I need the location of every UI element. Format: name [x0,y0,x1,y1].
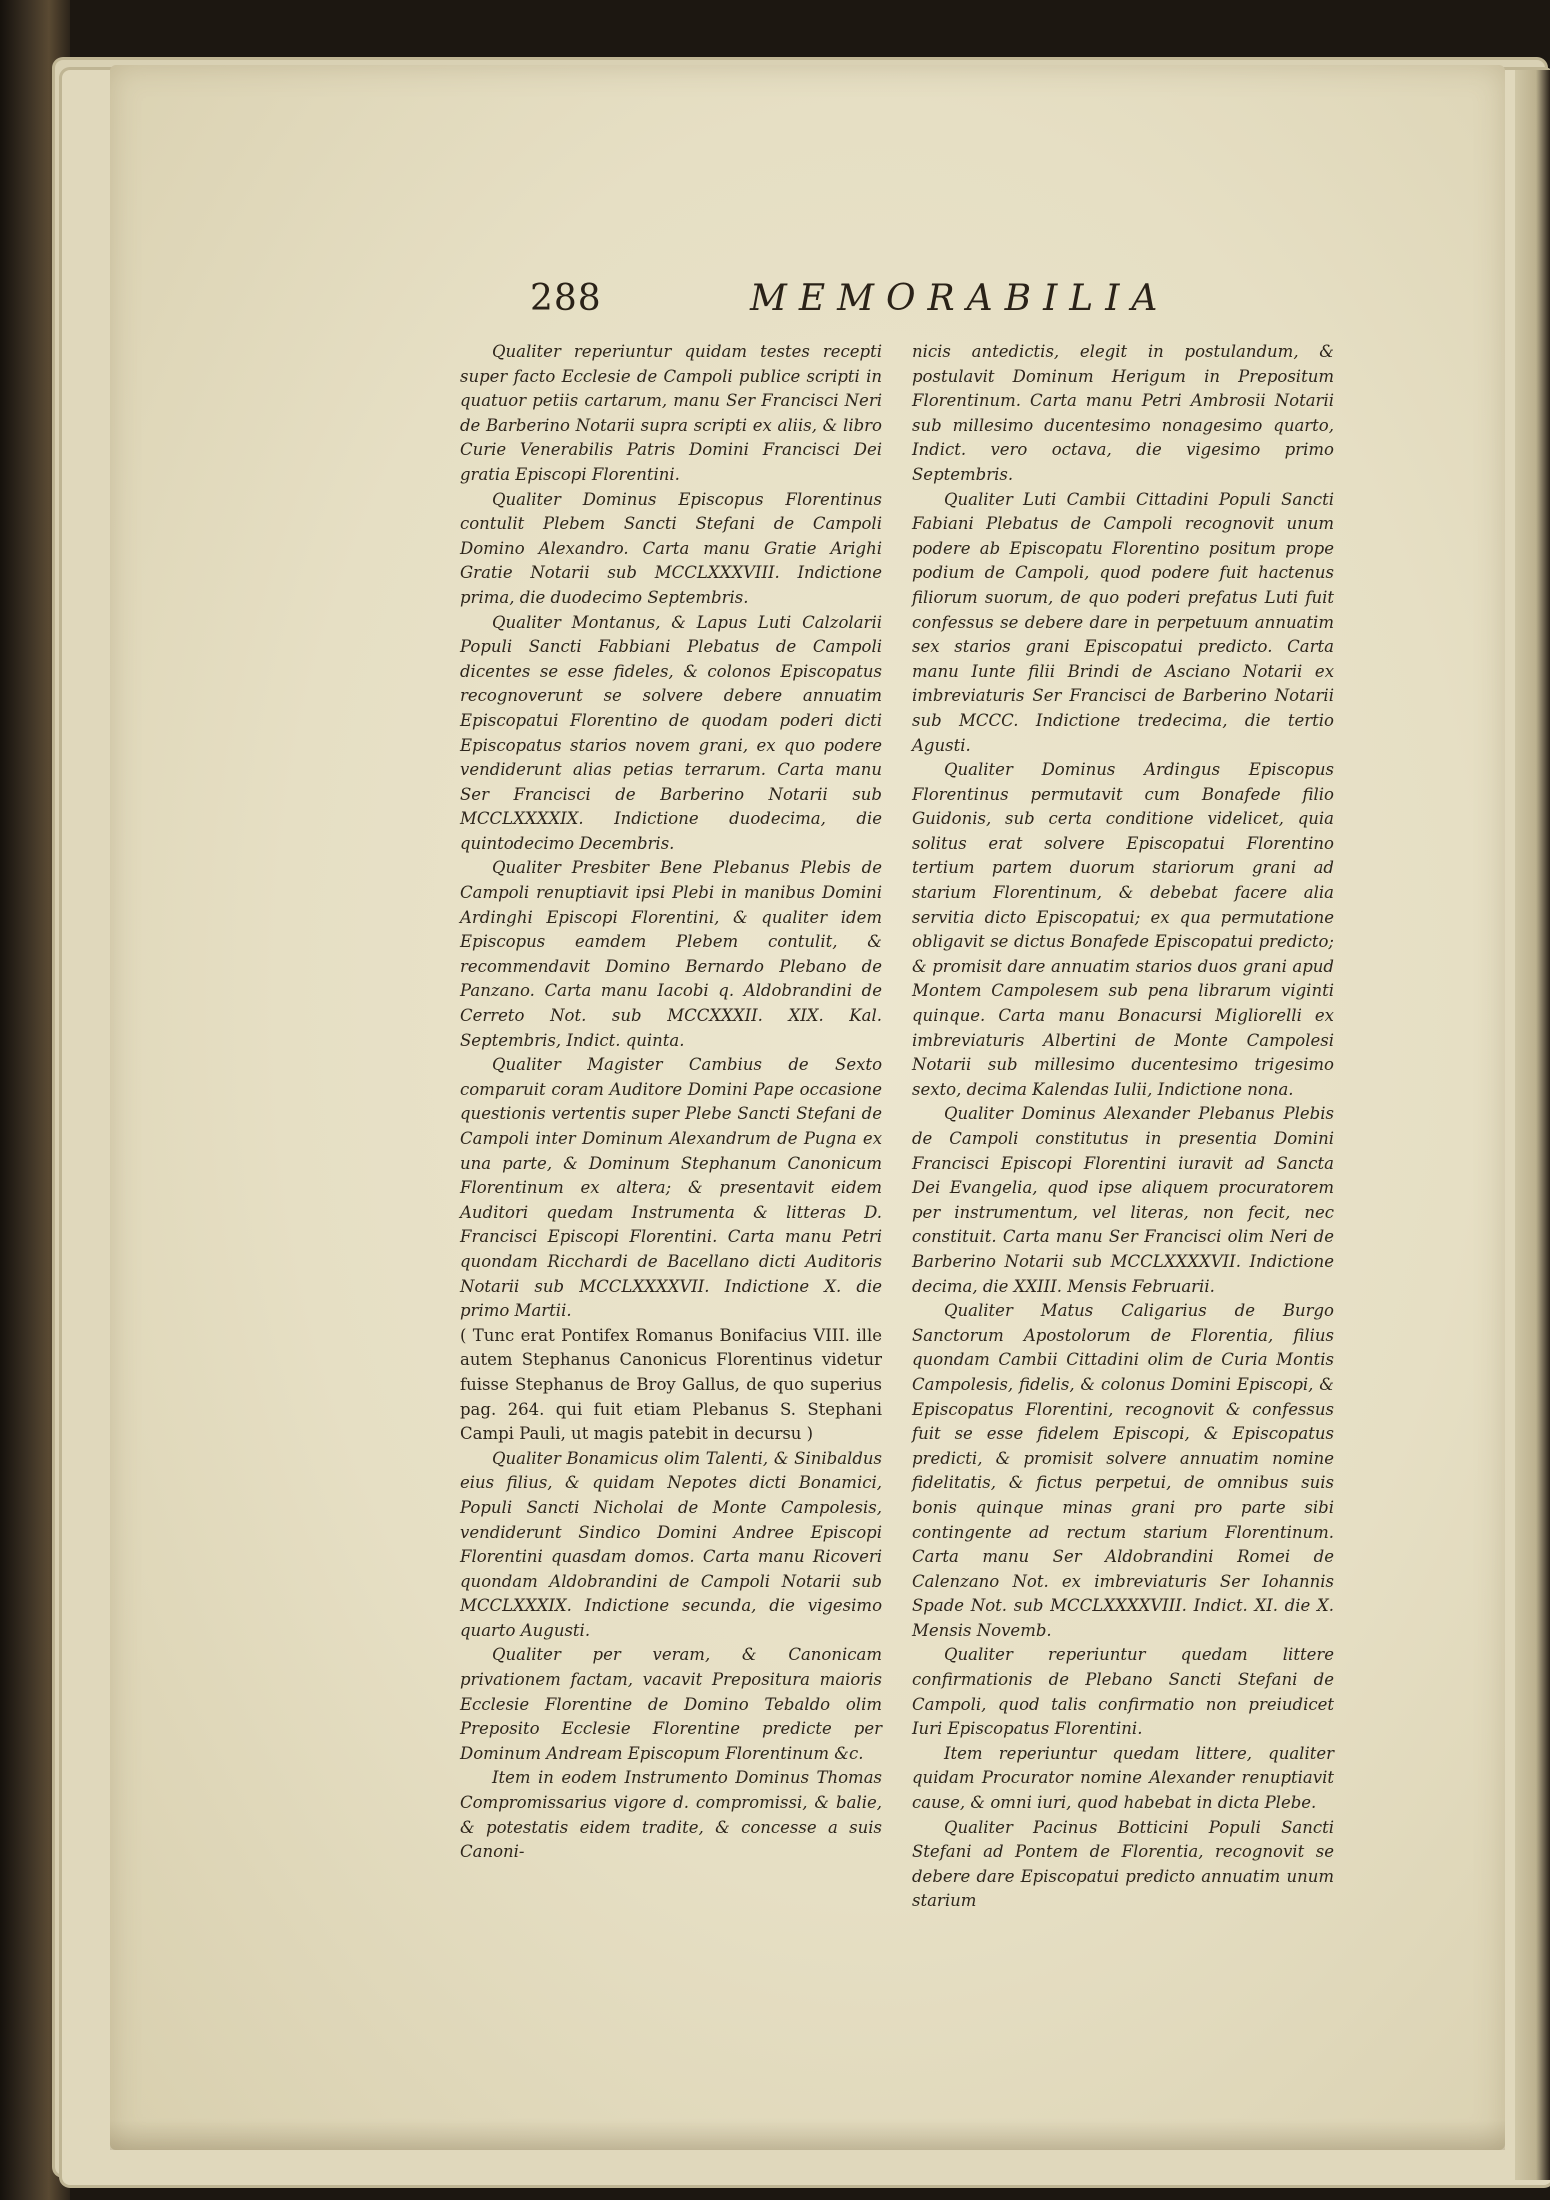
paragraph: Qualiter Dominus Alexander Plebanus Plebis de Campoli constitutus in presentia Domini Francisci Episcopi Florentini iuravit ad Sancta Dei Evangelia, quod ipse aliquem procuratorem per instrumentum, vel literas, non fecit, nec constituit. Carta manu Ser Francisci olim Neri de Barberino Notarii sub MCCLXXXXVII. Indictione decima, die XXIII. Mensis Februarii. [912,1104,1334,1296]
paragraph: Qualiter Matus Caligarius de Burgo Sanctorum Apostolorum de Florentia, filius quondam Cambii Cittadini olim de Curia Montis Campolesis, fidelis, & colonus Domini Episcopi, & Episcopatus Florentini, recognovit & confessus fuit se esse fidelem Episcopi, & Episcopatus predicti, & promisit solvere annuatim nomine fidelitatis, & fictus perpetui, de omnibus suis bonis quinque minas grani pro parte sibi contingente ad rectum starium Florentinum. Carta manu Ser Aldobrandini Romei de Calenzano Not. ex imbreviaturis Ser Iohannis Spade Not. sub MCCLXXXXVIII. Indict. XI. die X. Mensis Novemb. [912,1301,1334,1640]
paragraph: Qualiter Luti Cambii Cittadini Populi Sancti Fabiani Plebatus de Campoli recognovit unum podere ab Episcopatu Florentino positum prope podium de Campoli, quod podere fuit hactenus filiorum suorum, de quo poderi prefatus Luti fuit confessus se debere dare in perpetuum annuatim sex starios grani Episcopatui predicto. Carta manu Iunte filii Brindi de Asciano Notarii ex imbreviaturis Ser Francisci de Barberino Notarii sub MCCC. Indictione tredecima, die tertio Agusti. [912,489,1334,755]
paragraph: Qualiter reperiuntur quidam testes recepti super facto Ecclesie de Campoli publice scripti in quatuor petiis cartarum, manu Ser Francisci Neri de Barberino Notarii supra scripti ex aliis, & libro Curie Venerabilis Patris Domini Francisci Dei gratia Episcopi Florentini. [460,342,882,484]
paragraph: Qualiter reperiuntur quedam littere confirmationis de Plebano Sancti Stefani de Campoli, quod talis confirmatio non preiudicet Iuri Episcopatus Florentini. [912,1645,1334,1739]
paragraph: Qualiter Dominus Episcopus Florentinus contulit Plebem Sancti Stefani de Campoli Domino Alexandro. Carta manu Gratie Arighi Gratie Notarii sub MCCLXXXVIII. Indictione prima, die duodecimo Septembris. [460,489,882,607]
left-column [460,340,882,1865]
page-bottom-shadow [110,2120,1505,2150]
editorial-note: ( Tunc erat Pontifex Romanus Bonifacius VIII. ille autem Stephanus Canonicus Florentinus videtur fuisse Stephanus de Broy Gallus, de quo superius pag. 264. qui fuit etiam Plebanus S. Stephani Campi Pauli, ut magis patebit in decursu ) [460,1325,882,1444]
paragraph: Qualiter Dominus Ardingus Episcopus Florentinus permutavit cum Bonafede filio Guidonis, sub certa conditione videlicet, quia solitus erat solvere Episcopatui Florentino tertium partem duorum stariorum grani ad starium Florentinum, & debebat facere alia servitia dicto Episcopatui; ex qua permutatione obligavit se dictus Bonafede Episcopatui predicto; & promisit dare annuatim starios duos grani apud Montem Campolesem sub pena librarum viginti quinque. Carta manu Bonacursi Migliorelli ex imbreviaturis Albertini de Monte Campolesi Notarii sub millesimo ducentesimo trigesimo sexto, decima Kalendas Iulii, Indictione nona. [912,760,1334,1099]
paragraph: Item reperiuntur quedam littere, qualiter quidam Procurator nomine Alexander renuptiavit cause, & omni iuri, quod habebat in dicta Plebe. [912,1743,1334,1813]
right-column [912,340,1334,1914]
paragraph: Qualiter Magister Cambius de Sexto comparuit coram Auditore Domini Pape occasione questionis vertentis super Plebe Sancti Stefani de Campoli inter Dominum Alexandrum de Pugna ex una parte, & Dominum Stephanum Canonicum Florentinum ex altera; & presentavit eidem Auditori quedam Instrumenta & litteras D. Francisci Episcopi Florentini. Carta manu Petri quondam Ricchardi de Bacellano dicti Auditoris Notarii sub MCCLXXXXVII. Indictione X. die primo Martii. [460,1055,882,1321]
paragraph: Qualiter Bonamicus olim Talenti, & Sinibaldus eius filius, & quidam Nepotes dicti Bonamici, Populi Sancti Nicholai de Monte Campolesis, vendiderunt Sindico Domini Andree Episcopi Florentini quasdam domos. Carta manu Ricoveri quondam Aldobrandini de Campoli Notarii sub MCCLXXXIX. Indictione secunda, die vigesimo quarto Augusti. [460,1448,882,1640]
paragraph-continued: nicis antedictis, elegit in postulandum, & postulavit Dominum Herigum in Prepositum Florentinum. Carta manu Petri Ambrosii Notarii sub millesimo ducentesimo nonagesimo quarto, Indict. vero octava, die vigesimo primo Septembris. [912,342,1334,484]
paragraph: Qualiter per veram, & Canonicam privationem factam, vacavit Prepositura maioris Ecclesie Florentine de Domino Tebaldo olim Preposito Ecclesie Florentine predicte per Dominum Andream Episcopum Florentinum &c. [460,1645,882,1763]
facing-page-edge [1515,70,1550,2180]
page-number: 288 [530,278,602,319]
paragraph: Item in eodem Instrumento Dominus Thomas Compromissarius vigore d. compromissi, & balie, & potestatis eidem tradite, & concesse a suis Canoni- [460,1768,882,1862]
paragraph: Qualiter Presbiter Bene Plebanus Plebis de Campoli renuptiavit ipsi Plebi in manibus Domini Ardinghi Episcopi Florentini, & qualiter idem Episcopus eamdem Plebem contulit, & recommendavit Domino Bernardo Plebano de Panzano. Carta manu Iacobi q. Aldobrandini de Cerreto Not. sub MCCXXXII. XIX. Kal. Septembris, Indict. quinta. [460,858,882,1050]
page-header [0,270,1550,330]
paragraph: Qualiter Pacinus Botticini Populi Sancti Stefani ad Pontem de Florentia, recognovit se debere dare Episcopatui predicto annuatim unum starium [912,1817,1334,1911]
running-title: MEMORABILIA [750,278,1170,319]
paragraph: Qualiter Montanus, & Lapus Luti Calzolarii Populi Sancti Fabbiani Plebatus de Campoli dicentes se esse fideles, & colonos Episcopatus recognoverunt se solvere debere annuatim Episcopatui Florentino de quodam poderi dicti Episcopatus starios novem grani, ex quo podere vendiderunt alias petias terrarum. Carta manu Ser Francisci de Barberino Notarii sub MCCLXXXXIX. Indictione duodecima, die quintodecimo Decembris. [460,612,882,853]
